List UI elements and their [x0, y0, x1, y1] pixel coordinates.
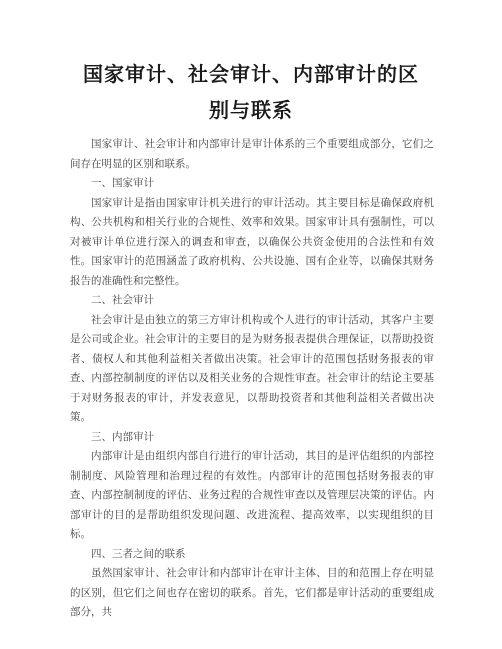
national-audit-paragraph: 国家审计是指由国家审计机关进行的审计活动。其主要目标是确保政府机构、公共机构和相关行业的合规性、效率和效果。国家审计具有强制性，可以对被审计单位进行深入的调查和审查，以确保公共资金使用的合法性和有效性。国家审计的范围涵盖了政府机构、公共设施、国有企业等，以确保其财务报告的准确性和完整性。 — [70, 196, 434, 287]
section-heading-internal-audit: 三、内部审计 — [91, 430, 154, 443]
intro-paragraph: 国家审计、社会审计和内部审计是审计体系的三个重要组成部分，它们之间存在明显的区别和联系。 — [70, 138, 434, 170]
section-heading-relationship: 四、三者之间的联系 — [91, 547, 186, 560]
section-heading-social-audit: 二、社会审计 — [91, 294, 154, 306]
social-audit-paragraph: 社会审计是由独立的第三方审计机构或个人进行的审计活动，其客户主要是公司或企业。社会审计的主要目的是为财务报表提供合理保证，以帮助投资者、债权人和其他利益相关者做出决策。社会审计的范围包括财务报表的审查、内部控制制度的评估以及相关业务的合规性审查。社会审计的结论主要基于对财务报表的审计，并发表意见，以帮助投资者和其他利益相关者做出决策。 — [70, 313, 434, 423]
document-body — [70, 135, 434, 623]
section-heading-national-audit: 一、国家审计 — [91, 177, 154, 189]
document-title-line-1: 国家审计、社会审计、内部审计的区 — [83, 62, 419, 86]
document-title-line-2: 别与联系 — [209, 98, 293, 122]
internal-audit-paragraph: 内部审计是由组织内部自行进行的审计活动，其目的是评估组织的内部控制制度、风险管理和治理过程的有效性。内部审计的范围包括财务报表的审查、内部控制制度的评估、业务过程的合规性审查以及管理层决策的评估。内部审计的目的是帮助组织发现问题、改进流程、提高效率，以实现组织的目标。 — [70, 450, 434, 540]
relationship-paragraph: 虽然国家审计、社会审计和内部审计在审计主体、目的和范围上存在明显的区别，但它们之间也存在密切的联系。首先，它们都是审计活动的重要组成部分，共 — [70, 567, 434, 618]
